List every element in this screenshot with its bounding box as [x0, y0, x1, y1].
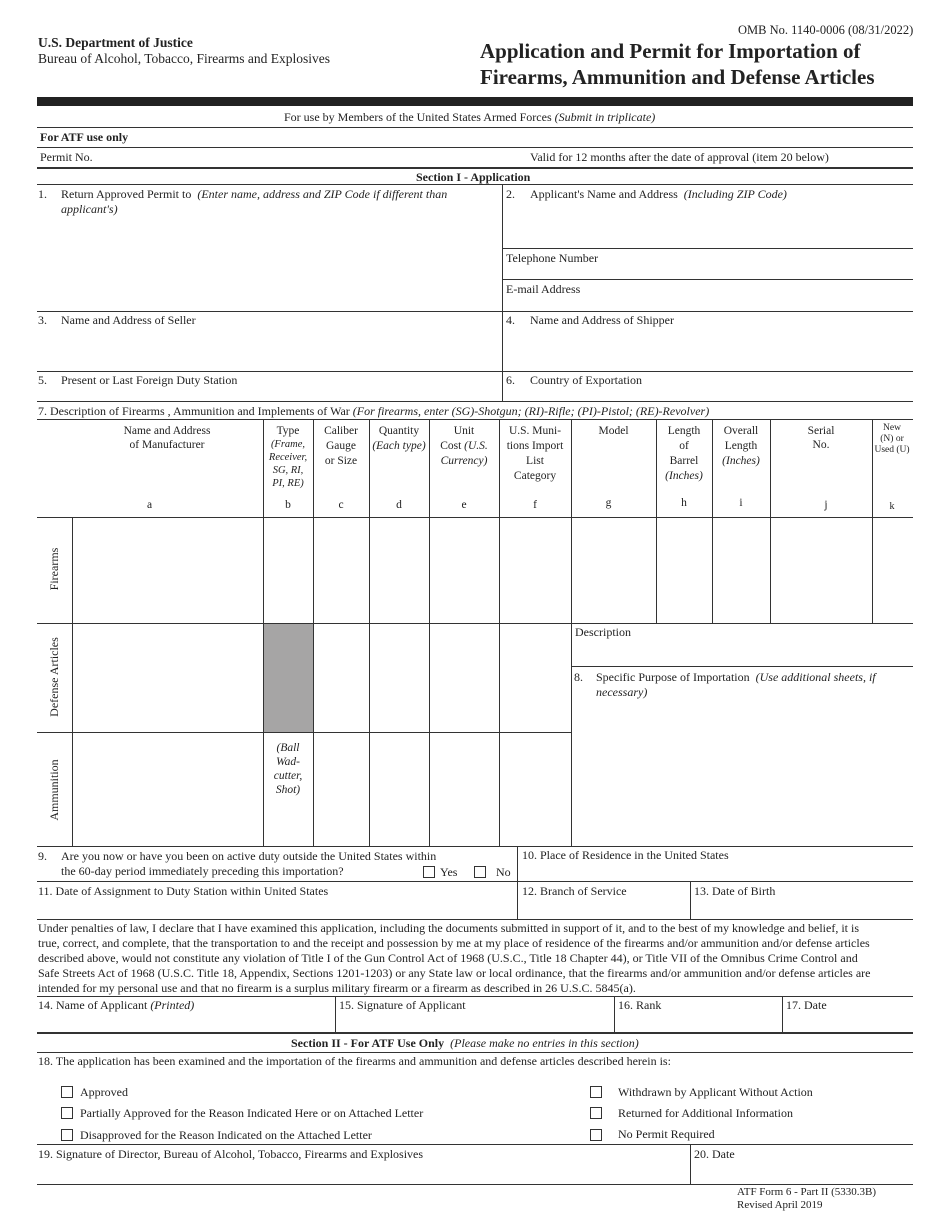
withdrawn-checkbox[interactable]: [590, 1086, 602, 1098]
f7-description-label: 7. Description of Firearms , Ammunition and Implements of War (For firearms, enter (SG)-Shotgun; (RI)-Rifle; (PI)-Pistol; (RE)-Revolver): [38, 404, 710, 418]
col-j-letter: j: [824, 499, 828, 511]
col-a-header: Name and Address of Manufacturer: [123, 425, 211, 451]
col-b-header: Type (Frame, Receiver, SG, RI, PI, RE): [268, 425, 308, 489]
row-label-defense-articles: Defense Articles: [47, 637, 61, 717]
disapproved-checkbox[interactable]: [61, 1129, 73, 1141]
col-f-header: U.S. Muni- tions Import List Category: [506, 425, 564, 482]
rule: [37, 732, 571, 733]
section1-title: Section I - Application: [416, 170, 531, 184]
returned-label: Returned for Additional Information: [618, 1106, 793, 1120]
rule: [429, 419, 430, 847]
header-thick-bar: [37, 97, 913, 106]
col-e-letter: e: [461, 499, 467, 511]
f10-residence-field[interactable]: 10. Place of Residence in the United States: [522, 848, 729, 862]
f1-italic-cont: applicant's): [61, 202, 118, 216]
f9-no-checkbox[interactable]: [474, 866, 486, 878]
returned-checkbox[interactable]: [590, 1107, 602, 1119]
rule: [72, 518, 73, 847]
rule: [37, 881, 913, 882]
f11-assignment-date-field[interactable]: 11. Date of Assignment to Duty Station within United States: [38, 884, 329, 898]
bureau-name: Bureau of Alcohol, Tobacco, Firearms and Explosives: [38, 51, 330, 66]
rule: [37, 127, 913, 128]
form-title-line2: Firearms, Ammunition and Defense Articles: [480, 65, 875, 89]
permit-no-field[interactable]: Permit No.: [40, 150, 93, 164]
use-by-line: For use by Members of the United States Armed Forces (Submit in triplicate): [284, 110, 656, 124]
rule: [571, 419, 572, 847]
f1-return-permit-field[interactable]: Return Approved Permit to (Enter name, address and ZIP Code if different than: [61, 187, 448, 201]
f19-director-signature-field[interactable]: 19. Signature of Director, Bureau of Alcohol, Tobacco, Firearms and Explosives: [38, 1147, 424, 1161]
atf-use-only-label: For ATF use only: [40, 130, 129, 144]
rule: [656, 419, 657, 624]
rule: [37, 147, 913, 148]
col-i-letter: i: [739, 497, 743, 509]
rule: [571, 666, 913, 667]
approved-label: Approved: [80, 1085, 128, 1099]
partially-approved-checkbox[interactable]: [61, 1107, 73, 1119]
col-g-letter: g: [605, 497, 612, 509]
f3-num: 3.: [38, 313, 47, 327]
disapproved-label: Disapproved for the Reason Indicated on the Attached Letter: [80, 1128, 372, 1142]
f16-rank-field[interactable]: 16. Rank: [618, 998, 662, 1012]
revised-date: Revised April 2019: [737, 1199, 823, 1211]
f9-yes-checkbox[interactable]: [423, 866, 435, 878]
declaration-line1: Under penalties of law, I declare that I have examined this application, including the documents submitted in support of it, and to the best of my knowledge and belief, it is: [38, 921, 860, 935]
f5-num: 5.: [38, 373, 47, 387]
f8-italic-cont: necessary): [596, 685, 648, 699]
rule: [690, 1144, 691, 1185]
rule: [313, 419, 314, 847]
withdrawn-label: Withdrawn by Applicant Without Action: [618, 1085, 813, 1099]
f5-duty-station-field[interactable]: Present or Last Foreign Duty Station: [61, 373, 238, 387]
col-k-letter: k: [889, 501, 895, 512]
ammo-type-note: (Ball Wad- cutter, Shot): [273, 742, 303, 796]
f18-statement: 18. The application has been examined and the importation of the firearms and ammunition and defense articles described herein is:: [38, 1054, 671, 1068]
col-c-header: Caliber Gauge or Size: [324, 425, 358, 467]
col-c-letter: c: [338, 499, 344, 511]
section2-title: Section II - For ATF Use Only (Please make no entries in this section): [291, 1036, 639, 1050]
f9-question-line2: the 60-day period immediately preceding this importation?: [61, 864, 344, 878]
declaration-line3: described above, would not constitute any violation of Title I of the Gun Control Act of 1968 (U.S.C., Title 18 Chapter 44), or Title VII of the Omnibus Crime Control and: [38, 951, 858, 965]
rule: [37, 846, 913, 847]
rule: [37, 623, 913, 624]
f6-country-field[interactable]: Country of Exportation: [530, 373, 642, 387]
f6-num: 6.: [506, 373, 515, 387]
email-field[interactable]: E-mail Address: [506, 282, 581, 296]
col-h-header: Length of Barrel (Inches): [665, 425, 703, 482]
col-k-header: New (N) or Used (U): [874, 423, 910, 455]
rule: [502, 248, 913, 249]
f2-applicant-field[interactable]: Applicant's Name and Address (Including ZIP Code): [530, 187, 787, 201]
rule: [37, 419, 913, 420]
rule: [502, 184, 503, 401]
rule: [614, 996, 615, 1033]
row-label-ammunition: Ammunition: [47, 759, 61, 821]
department-name: U.S. Department of Justice: [38, 35, 193, 50]
f3-seller-field[interactable]: Name and Address of Seller: [61, 313, 196, 327]
rule: [37, 517, 913, 518]
rule: [712, 419, 713, 624]
no-permit-checkbox[interactable]: [590, 1129, 602, 1141]
rule: [37, 1032, 913, 1034]
rule: [37, 1144, 913, 1145]
f9-no-label: No: [496, 865, 511, 879]
no-permit-label: No Permit Required: [618, 1127, 715, 1141]
rule: [782, 996, 783, 1033]
rule: [37, 401, 913, 402]
col-h-letter: h: [681, 497, 687, 509]
col-d-header: Quantity (Each type): [372, 425, 426, 452]
description-field[interactable]: Description: [575, 625, 631, 639]
f8-purpose-field[interactable]: Specific Purpose of Importation (Use additional sheets, if: [596, 670, 876, 684]
rule: [369, 419, 370, 847]
shaded-cell: [264, 624, 313, 732]
rule: [872, 419, 873, 624]
f4-num: 4.: [506, 313, 515, 327]
f8-num: 8.: [574, 670, 583, 684]
row-label-firearms: Firearms: [47, 547, 61, 591]
rule: [37, 311, 913, 312]
col-a-letter: a: [146, 499, 153, 511]
f14-applicant-name-field[interactable]: 14. Name of Applicant (Printed): [38, 998, 195, 1012]
rule: [517, 846, 518, 919]
col-g-header: Model: [598, 425, 629, 437]
f9-num: 9.: [38, 849, 47, 863]
partially-approved-label: Partially Approved for the Reason Indicated Here or on Attached Letter: [80, 1106, 424, 1120]
f12-branch-field[interactable]: 12. Branch of Service: [522, 884, 627, 898]
rule: [37, 1052, 913, 1053]
declaration-line5: intended for my personal use and that no firearm is a surplus military firearm or a firearm as described in 26 U.S.C. 5845(a).: [38, 981, 636, 995]
f9-yes-label: Yes: [440, 865, 458, 879]
col-i-header: Overall Length (Inches): [722, 425, 760, 467]
telephone-field[interactable]: Telephone Number: [506, 251, 599, 265]
rule: [37, 919, 913, 920]
rule: [499, 419, 500, 847]
form-title-line1: Application and Permit for Importation of: [480, 39, 861, 63]
rule: [37, 167, 913, 169]
f20-date-field[interactable]: 20. Date: [694, 1147, 735, 1161]
col-d-letter: d: [396, 499, 402, 511]
f4-shipper-field[interactable]: Name and Address of Shipper: [530, 313, 674, 327]
f13-birth-date-field[interactable]: 13. Date of Birth: [694, 884, 776, 898]
rule: [770, 419, 771, 624]
rule: [502, 279, 913, 280]
col-f-letter: f: [533, 499, 537, 511]
col-b-letter: b: [285, 499, 291, 511]
rule: [37, 371, 913, 372]
form-number: ATF Form 6 - Part II (5330.3B): [737, 1186, 877, 1198]
rule: [690, 881, 691, 919]
declaration-line4: Safe Streets Act of 1968 (U.S.C. Title 18, Appendix, Sections 1201-1203) or any State law or local ordinance, that the firearms and/or ammunition and/or defense articles are: [38, 966, 871, 980]
f9-question-line1: Are you now or have you been on active duty outside the United States within: [61, 849, 437, 863]
f17-date-field[interactable]: 17. Date: [786, 998, 827, 1012]
approved-checkbox[interactable]: [61, 1086, 73, 1098]
rule: [37, 1184, 913, 1185]
rule: [37, 184, 913, 185]
f15-signature-field[interactable]: 15. Signature of Applicant: [339, 998, 466, 1012]
declaration-line2: true, correct, and complete, that the transportation to and the receipt and possession by me at my place of residence of the firearms and/or ammunition and/or defense articles: [38, 936, 870, 950]
f1-num: 1.: [38, 187, 47, 201]
col-e-header: Unit Cost (U.S. Currency): [440, 425, 488, 467]
omb-number: OMB No. 1140-0006 (08/31/2022): [738, 23, 914, 37]
col-j-header: Serial No.: [807, 425, 835, 451]
valid-for-text: Valid for 12 months after the date of approval (item 20 below): [530, 150, 829, 164]
f2-num: 2.: [506, 187, 515, 201]
rule: [335, 996, 336, 1033]
